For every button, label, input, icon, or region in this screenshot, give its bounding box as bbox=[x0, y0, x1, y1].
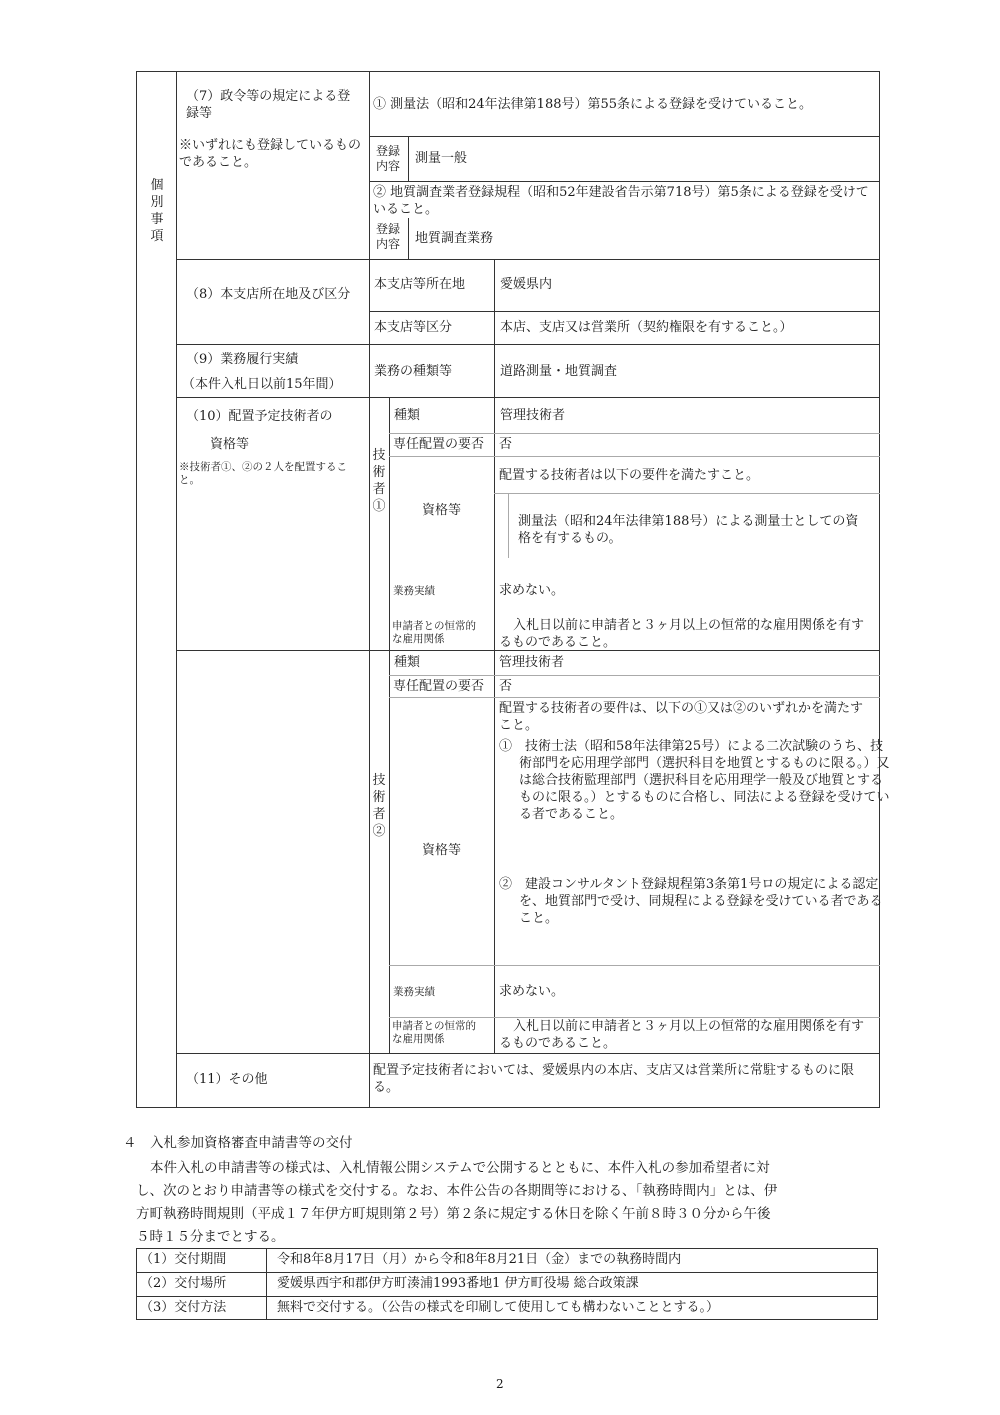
row10-note: ※技術者①、②の２人を配置すること。 bbox=[179, 461, 347, 486]
row10-heading-2: 資格等 bbox=[210, 437, 250, 452]
tech2-performance-label: 業務実績 bbox=[393, 986, 435, 998]
divider bbox=[389, 456, 880, 457]
row10-heading: （10）配置予定技術者の bbox=[186, 409, 333, 424]
divider bbox=[389, 433, 880, 434]
tech1-qual-intro: 配置する技術者は以下の要件を満たすこと。 bbox=[499, 468, 760, 483]
divider bbox=[389, 697, 880, 698]
divider bbox=[389, 675, 880, 676]
tech2-qual-option-2: ② 建設コンサルタント登録規程第3条第1号ロの規定による認定を、地質部門で受け、同規程による登録を受けている者であること。 bbox=[499, 877, 883, 926]
row9-kind-value: 道路測量・地質調査 bbox=[500, 364, 618, 379]
row7-reg-label-2: 登録内容 bbox=[376, 222, 401, 251]
tech2-type-label: 種類 bbox=[394, 655, 421, 670]
divider bbox=[508, 493, 509, 558]
tech1-employment-label: 申請者との恒常的な雇用関係 bbox=[392, 620, 476, 645]
tech1-qual-detail: 測量法（昭和24年法律第188号）による測量士としての資格を有するもの。 bbox=[518, 514, 859, 546]
row9-subheading: （本件入札日以前15年間） bbox=[182, 377, 342, 392]
row7-item2-content: 地質調査業務 bbox=[415, 231, 494, 246]
row7-item2: ② 地質調査業者登録規程（昭和52年建設省告示第718号）第5条による登録を受けていること。 bbox=[373, 185, 869, 217]
tech1-dedicated-value: 否 bbox=[499, 437, 513, 452]
tech1-performance-value: 求めない。 bbox=[499, 583, 565, 598]
row8-location-value: 愛媛県内 bbox=[500, 277, 553, 292]
section-label: 個別事項 bbox=[150, 178, 164, 244]
tech1-dedicated-label: 専任配置の要否 bbox=[393, 437, 485, 452]
row8-class-value: 本店、支店又は営業所（契約権限を有すること。） bbox=[500, 320, 793, 335]
divider bbox=[389, 965, 880, 966]
tech2-performance-value: 求めない。 bbox=[499, 984, 565, 999]
tech2-employment-value: 入札日以前に申請者と３ヶ月以上の恒常的な雇用関係を有するものであること。 bbox=[499, 1019, 865, 1051]
divider bbox=[176, 71, 177, 1108]
divider bbox=[369, 311, 880, 312]
row11-heading: （11）その他 bbox=[186, 1072, 268, 1087]
tech1-label: 技術者① bbox=[372, 448, 386, 514]
tech1-type-label: 種類 bbox=[394, 408, 421, 423]
row8-class-label: 本支店等区分 bbox=[374, 320, 453, 335]
divider bbox=[136, 1296, 878, 1297]
divider bbox=[266, 1248, 267, 1320]
divider bbox=[369, 136, 880, 137]
divider bbox=[136, 1272, 878, 1273]
row8-heading: （8）本支店所在地及び区分 bbox=[186, 287, 351, 302]
tech1-employment-value: 入札日以前に申請者と３ヶ月以上の恒常的な雇用関係を有するものであること。 bbox=[499, 618, 865, 650]
tech2-dedicated-label: 専任配置の要否 bbox=[393, 679, 485, 694]
divider bbox=[369, 181, 880, 182]
tech2-dedicated-value: 否 bbox=[499, 679, 513, 694]
section4-title: ４ 入札参加資格審査申請書等の交付 bbox=[123, 1135, 353, 1151]
divider bbox=[408, 136, 409, 181]
tech1-type-value: 管理技術者 bbox=[500, 408, 566, 423]
divider bbox=[494, 493, 880, 494]
divider bbox=[176, 397, 880, 398]
row8-location-label: 本支店等所在地 bbox=[374, 277, 466, 292]
tech1-qual-label: 資格等 bbox=[422, 503, 462, 518]
delivery-place-label: （2）交付場所 bbox=[140, 1276, 227, 1291]
tech2-employment-label: 申請者との恒常的な雇用関係 bbox=[392, 1020, 476, 1045]
tech1-performance-label: 業務実績 bbox=[393, 585, 435, 597]
divider bbox=[494, 344, 495, 397]
divider bbox=[176, 1053, 880, 1054]
tech2-qual-option-1: ① 技術士法（昭和58年法律第25号）による二次試験のうち、技術部門を応用理学部門（選択科目を地質とするものに限る。）又は総合技術監理部門（選択科目を応用理学一般及び地質とするものに限る。）とするものに合格し、同法による登録を受けている者であること。 bbox=[499, 739, 890, 822]
delivery-place-value: 愛媛県西宇和郡伊方町湊浦1993番地1 伊方町役場 総合政策課 bbox=[277, 1276, 639, 1291]
row7-note: ※いずれにも登録しているものであること。 bbox=[179, 138, 362, 170]
row7-heading: （7）政令等の規定による登録等 bbox=[186, 89, 351, 121]
delivery-method-value: 無料で交付する。（公告の様式を印刷して使用しても構わないこととする。） bbox=[277, 1300, 720, 1315]
section4-body: 本件入札の申請書等の様式は、入札情報公開システムで公開するとともに、本件入札の参加希望者に対し、次のとおり申請書等の様式を交付する。なお、本件公告の各期間等における、「執務時間内」とは、伊方町執務時間規則（平成１７年伊方町規則第２号）第２条に規定する休日を除く午前８時３０分から午後５時１５分までとする。 bbox=[136, 1160, 778, 1245]
tech2-type-value: 管理技術者 bbox=[499, 655, 565, 670]
delivery-method-label: （3）交付方法 bbox=[140, 1300, 227, 1315]
tech2-qual-label: 資格等 bbox=[422, 843, 462, 858]
divider bbox=[494, 259, 495, 344]
delivery-period-value: 令和8年8月17日（月）から令和8年8月21日（金）までの執務時間内 bbox=[277, 1252, 682, 1267]
divider bbox=[389, 397, 390, 1053]
divider bbox=[176, 259, 880, 260]
divider bbox=[408, 218, 409, 259]
row7-item1-content: 測量一般 bbox=[415, 151, 468, 166]
divider bbox=[176, 344, 880, 345]
divider bbox=[494, 397, 495, 1053]
row7-reg-label-1: 登録内容 bbox=[376, 144, 401, 173]
row11-value: 配置予定技術者においては、愛媛県内の本店、支店又は営業所に常駐するものに限る。 bbox=[373, 1063, 855, 1095]
delivery-period-label: （1）交付期間 bbox=[140, 1252, 227, 1267]
tech2-label: 技術者② bbox=[372, 773, 386, 839]
tech2-qual-intro: 配置する技術者の要件は、以下の①又は②のいずれかを満たすこと。 bbox=[499, 701, 864, 733]
page-number: 2 bbox=[496, 1377, 504, 1391]
divider bbox=[369, 71, 370, 1108]
row9-heading: （9）業務履行実績 bbox=[186, 352, 299, 367]
row7-item1: ① 測量法（昭和24年法律第188号）第55条による登録を受けていること。 bbox=[373, 97, 813, 112]
row9-kind-label: 業務の種類等 bbox=[374, 364, 453, 379]
